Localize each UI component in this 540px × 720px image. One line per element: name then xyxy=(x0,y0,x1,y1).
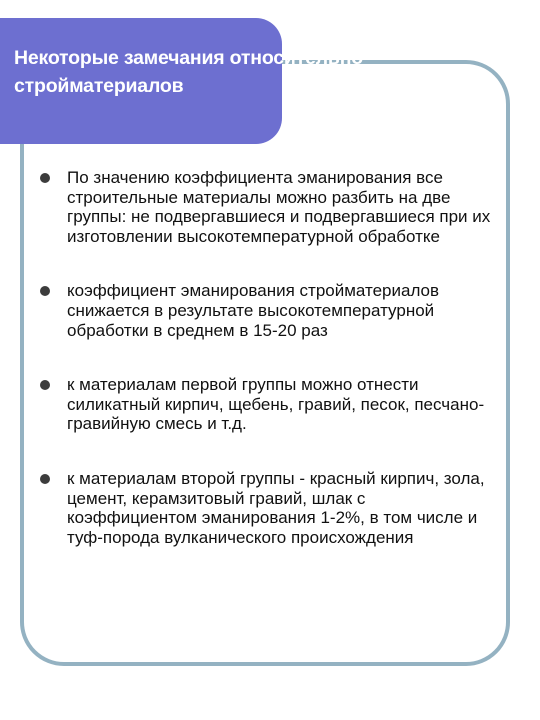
bullet-item xyxy=(40,375,500,434)
bullet-text: коэффициент эманирования стройматериалов снижается в результате высокотемпературной обработки в среднем в 15-20 раз xyxy=(67,281,440,340)
bullet-dot-icon xyxy=(40,380,50,390)
bullet-dot-icon xyxy=(40,286,50,296)
bullet-list xyxy=(40,168,500,547)
bullet-text: к материалам второй группы - красный кирпич, зола, цемент, керамзитовый гравий, шлак с коэффициентом эманирования 1-2%, в том числе и туф-порода вулканического происхождения xyxy=(67,468,485,547)
bullet-text: По значению коэффициента эманирования все строительные материалы можно разбить на две группы: не подвергавшиеся и подвергавшиеся при их изготовлении высокотемпературной обработке xyxy=(67,168,491,246)
bullet-item xyxy=(40,168,500,246)
bullet-item xyxy=(40,469,500,547)
bullet-item xyxy=(40,281,500,340)
bullet-text: к материалам первой группы можно отнести силикатный кирпич, щебень, гравий, песок, песчано-гравийную смесь и т.д. xyxy=(67,375,485,434)
slide-title: Некоторые замечания относительно стройматериалов xyxy=(14,47,363,97)
bullet-dot-icon xyxy=(40,173,50,183)
bullet-dot-icon xyxy=(40,474,50,484)
